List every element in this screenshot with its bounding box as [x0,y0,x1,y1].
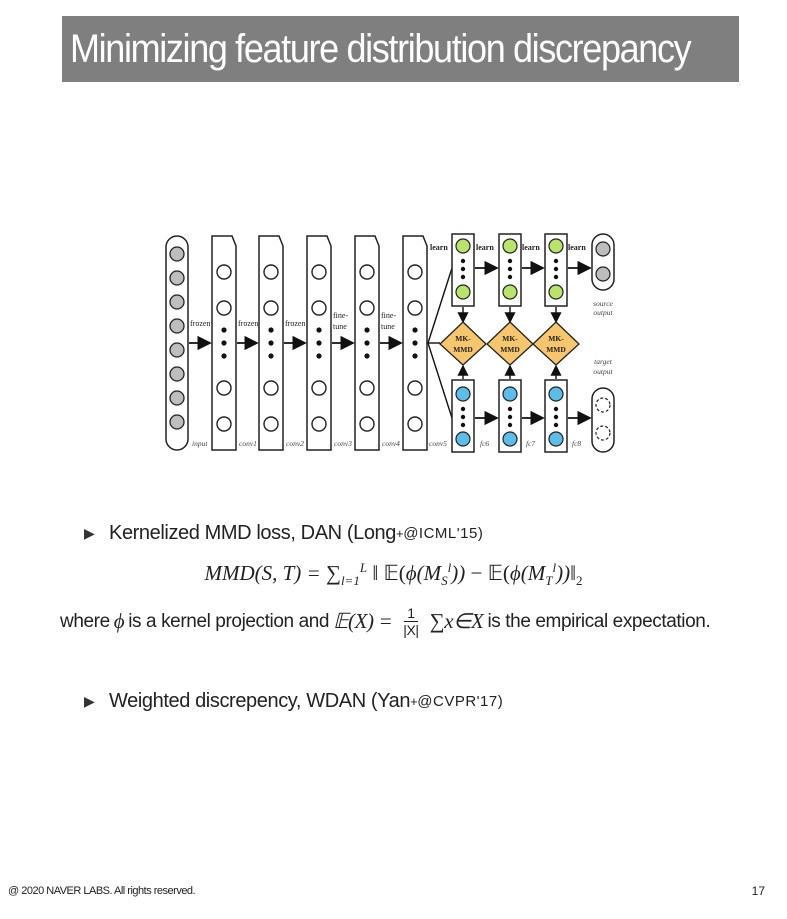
source-output [592,234,614,290]
input-layer [166,236,188,450]
bullet-dan-venue: @ICML'15) [403,525,484,542]
expectation-lhs: 𝔼(X) = [333,609,393,633]
mmd-formula: MMD(S, $T) = \sum_{l=1}^L$ ‖ $𝔼(\phi(M_S^l))$ − $𝔼(\phi(M_T^l))‖_2$ [204,560,583,589]
sum-symbol: ∑x∈X [429,609,484,633]
target-output [592,388,614,452]
phi-symbol: ϕ [113,609,125,633]
layer-label-conv2: conv2 [286,439,304,448]
mmd-label-1-bottom: MMD [453,345,473,354]
fraction-numerator: 1 [404,605,417,622]
bullet-triangle-icon: ▶ [84,693,95,709]
bullet-triangle-icon: ▶ [84,525,95,541]
bullet-dan-text: Kernelized MMD loss, DAN (Long [109,522,396,544]
slide-title: Minimizing feature distribution discrepancy [70,26,691,71]
output-labels [593,299,613,376]
where-line [60,605,710,638]
arrow-label-frozen-1: frozen [190,319,211,328]
layer-label-conv4: conv4 [382,439,400,448]
bullet-dan: ▶ Kernelized MMD loss, DAN (Long + @ICML'15) [84,522,484,544]
mmd-label-3-bottom: MMD [546,345,566,354]
target-output-label-1: target [594,357,612,366]
layer-labels [192,439,581,448]
bullet-wdan-text: Weighted discrepency, WDAN (Yan [109,690,411,712]
arrow-label-frozen-2: frozen [238,319,259,328]
mmd-label-2-bottom: MMD [500,345,520,354]
arrow-label-tune-1: tune [333,322,347,331]
arrow-label-tune-2: tune [381,322,395,331]
layer-label-input: input [192,439,208,448]
arrow-label-fine-2: fine- [381,311,397,320]
mmd-label-3-top: MK- [548,334,564,343]
layer-label-fc7: fc7 [526,439,536,448]
bullet-wdan-venue: @CVPR'17) [417,693,504,710]
layer-label-fc6: fc6 [480,439,490,448]
target-fc-layers [452,380,567,452]
mmd-label-1-top: MK- [455,334,471,343]
arrow-label-fine-1: fine- [333,311,349,320]
learn-label-4: learn [568,243,586,252]
layer-label-conv1: conv1 [239,439,257,448]
source-output-label-2: output [593,308,613,317]
dan-architecture-diagram [162,228,624,460]
page-number: 17 [751,884,765,898]
layer-label-conv5: conv5 [429,439,447,448]
arrow-label-frozen-3: frozen [285,319,306,328]
where-text-3: is the empirical expectation. [487,610,711,632]
mmd-label-2-top: MK- [502,334,518,343]
fraction-denominator: |X| [403,622,419,638]
learn-label-1: learn [430,243,448,252]
learn-label-2: learn [476,243,494,252]
bullet-wdan: ▶ Weighted discrepency, WDAN (Yan + @CVPR'17) [84,690,504,712]
expectation-fraction [400,605,421,638]
source-fc-layers [452,234,567,306]
mk-mmd-nodes [440,307,579,379]
copyright-notice: @ 2020 NAVER LABS. All rights reserved. [8,885,196,897]
title-bar [62,16,739,82]
layer-label-fc8: fc8 [572,439,582,448]
where-text-1: where [60,610,110,632]
source-output-label-1: source [593,299,613,308]
target-output-label-2: output [593,367,613,376]
learn-label-3: learn [522,243,540,252]
where-text-2: is a kernel projection and [128,610,330,632]
layer-label-conv3: conv3 [334,439,352,448]
